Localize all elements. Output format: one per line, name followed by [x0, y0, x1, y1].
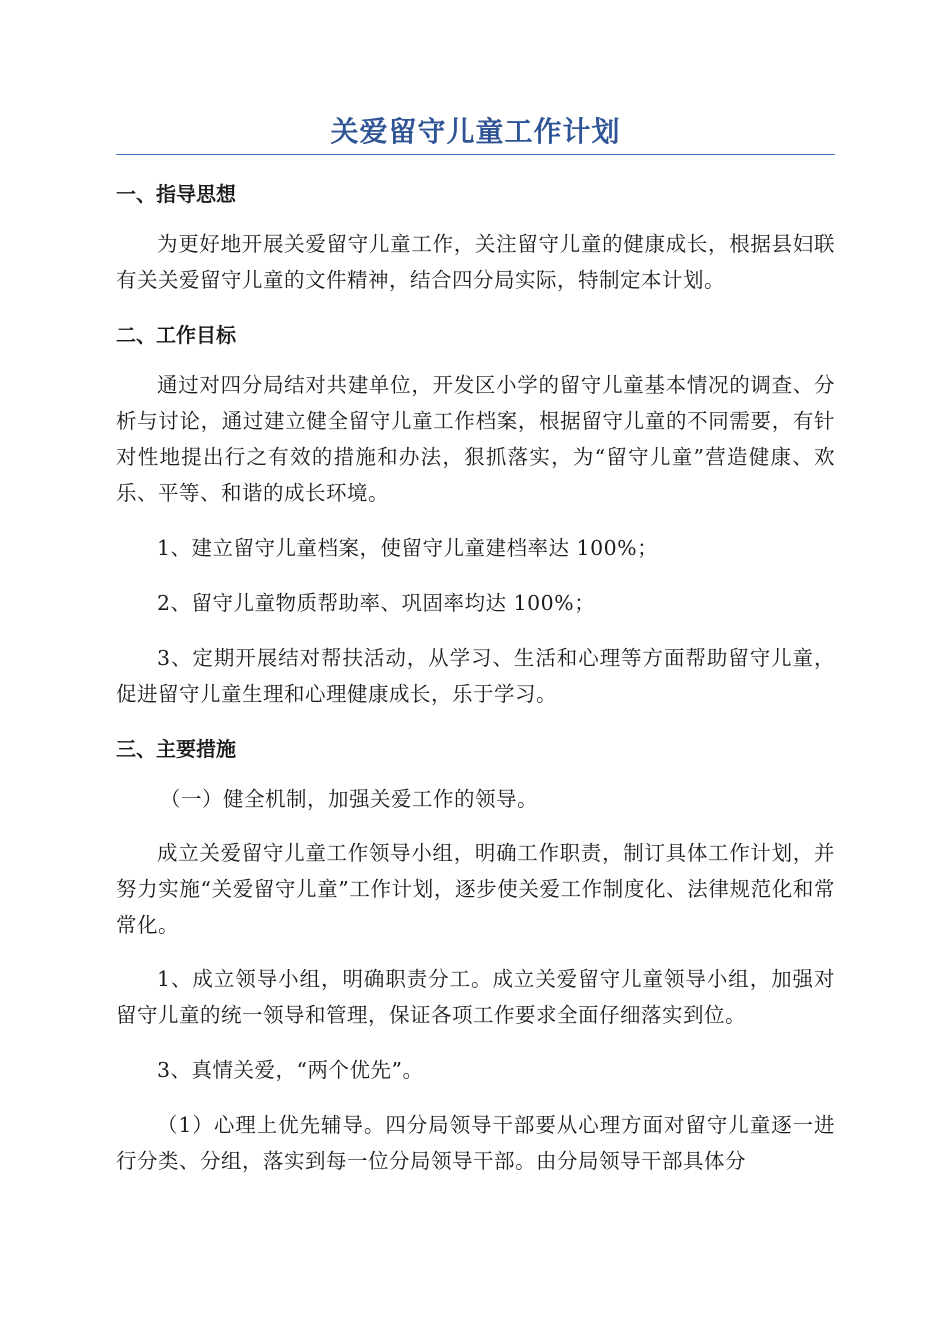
- section-heading-guiding-thought: 一、指导思想: [116, 182, 236, 206]
- title-divider: [116, 154, 835, 155]
- paragraph: 为更好地开展关爱留守儿童工作，关注留守儿童的健康成长，根据县妇联有关关爱留守儿童的文件精神，结合四分局实际，特制定本计划。: [116, 232, 835, 292]
- goal-item: 1、建立留守儿童档案，使留守儿童建档率达 100%；: [157, 536, 659, 560]
- document-page: [116, 112, 835, 1179]
- goal-item: 2、留守儿童物质帮助率、巩固率均达 100%；: [157, 591, 596, 615]
- paragraph: 成立关爱留守儿童工作领导小组，明确工作职责，制订具体工作计划，并努力实施“关爱留守儿童”工作计划，逐步使关爱工作制度化、法律规范化和常常化。: [116, 841, 835, 937]
- paragraph: （1）心理上优先辅导。四分局领导干部要从心理方面对留守儿童逐一进行分类、分组，落实到每一位分局领导干部。由分局领导干部具体分: [116, 1113, 835, 1173]
- paragraph: 3、真情关爱，“两个优先”。: [157, 1058, 424, 1082]
- paragraph: 1、成立领导小组，明确职责分工。成立关爱留守儿童领导小组，加强对留守儿童的统一领导和管理，保证各项工作要求全面仔细落实到位。: [116, 967, 835, 1027]
- document-title: 关爱留守儿童工作计划: [330, 115, 621, 148]
- section-heading-main-measures: 三、主要措施: [116, 737, 236, 761]
- section-heading-work-goals: 二、工作目标: [116, 323, 236, 347]
- paragraph: 通过对四分局结对共建单位，开发区小学的留守儿童基本情况的调查、分析与讨论，通过建立健全留守儿童工作档案，根据留守儿童的不同需要，有针对性地提出行之有效的措施和办法，狠抓落实，为“留守儿童”营造健康、欢乐、平等、和谐的成长环境。: [116, 373, 835, 505]
- sub-heading: （一）健全机制，加强关爱工作的领导。: [160, 787, 538, 811]
- goal-item: 3、定期开展结对帮扶活动，从学习、生活和心理等方面帮助留守儿童，促进留守儿童生理和心理健康成长，乐于学习。: [116, 646, 835, 706]
